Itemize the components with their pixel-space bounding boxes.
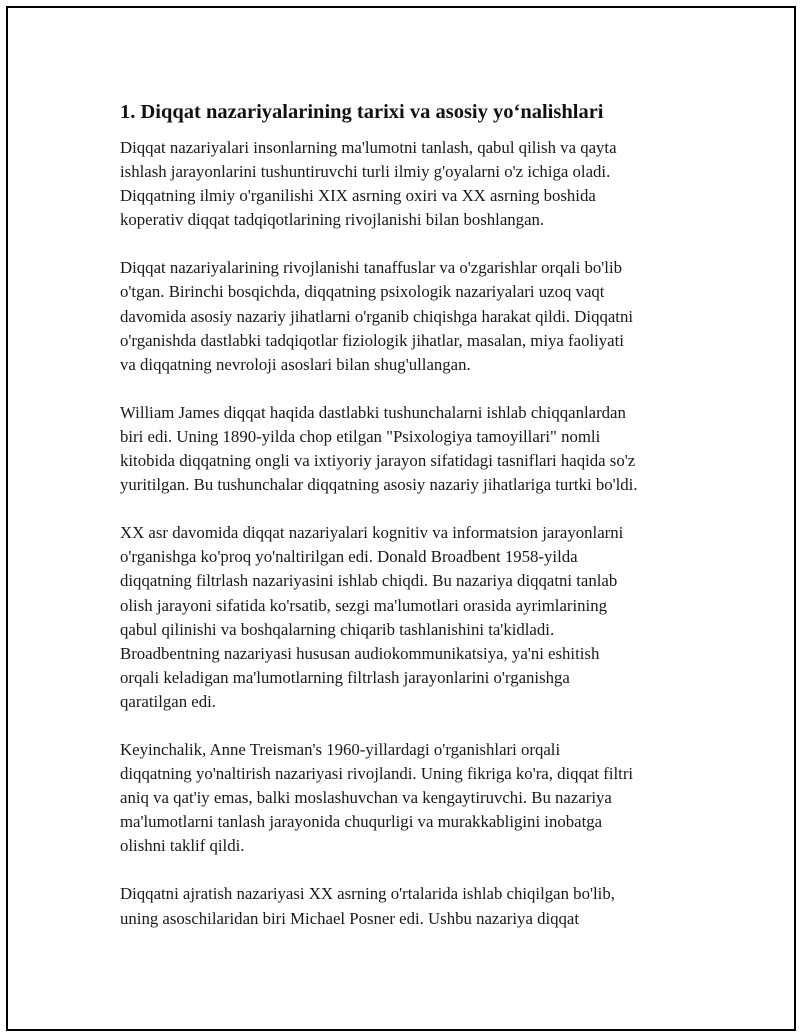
paragraph-4: XX asr davomida diqqat nazariyalari kognitiv va informatsion jarayonlarni o'rganishga ko'proq yo'naltirilgan edi. Donald Broadbent 1958-yilda diqqatning filtrlash nazariyasini ishlab chiqdi. Bu nazariya diqqatni tanlab olish jarayoni sifatida ko'rsatib, sezgi ma'lumotlari orasida ayrimlarining qabul qilinishi va boshqalarning chiqarib tashlanishini ta'kidladi. Broadbentning nazariyasi hususan audiokommunikatsiya, ya'ni eshitish orqali keladigan ma'lumotlarning filtrlash jarayonlarini o'rganishga qaratilgan edi. — [120, 523, 624, 711]
paragraph-2: Diqqat nazariyalarining rivojlanishi tanaffuslar va o'zgarishlar orqali bo'lib o'tgan. Birinchi bosqichda, diqqatning psixologik nazariyalari uzoq vaqt davomida asosiy nazariy jihatlarni o'rganib chiqishga harakat qildi. Diqqatni o'rganishda dastlabki tadqiqotlar fiziologik jihatlar, masalan, miya faoliyati va diqqatning nevroloji asoslari bilan shug'ullangan. — [120, 258, 634, 374]
paragraph-3: William James diqqat haqida dastlabki tushunchalarni ishlab chiqqanlardan biri edi. Uning 1890-yilda chop etilgan "Psixologiya tamoyillari" nomli kitobida diqqatning ongli va ixtiyoriy jarayon sifatidagi tasniflari haqida so'z yuritilgan. Bu tushunchalar diqqatning asosiy nazariy jihatlariga turtki bo'ldi. — [120, 402, 638, 495]
paragraph-6: Diqqatni ajratish nazariyasi XX asrning o'rtalarida ishlab chiqilgan bo'lib, uning asoschilaridan biri Michael Posner edi. Ushbu nazariya diqqat — [120, 884, 615, 928]
paragraph-5: Keyinchalik, Anne Treisman's 1960-yillardagi o'rganishlari orqali diqqatning yo'naltirish nazariyasi rivojlandi. Uning fikriga ko'ra, diqqat filtri aniq va qat'iy emas, balki moslashuvchan va kengaytiruvchi. Bu nazariya ma'lumotlarni tanlash jarayonida chuqurligi va murakkabligini inobatga olishni taklif qildi. — [120, 739, 634, 856]
document-body — [120, 98, 700, 955]
paragraph-1: Diqqat nazariyalari insonlarning ma'lumotni tanlash, qabul qilish va qayta ishlash jarayonlarini tushuntiruvchi turli ilmiy g'oyalarni o'z ichiga oladi. Diqqatning ilmiy o'rganilishi XIX asrning oxiri va XX asrning boshida koperativ diqqat tadqiqotlarining rivojlanishi bilan boshlangan. — [120, 138, 617, 230]
section-heading: 1. Diqqat nazariyalarining tarixi va asosiy yo‘nalishlari — [120, 101, 604, 123]
page-frame — [6, 6, 796, 1031]
